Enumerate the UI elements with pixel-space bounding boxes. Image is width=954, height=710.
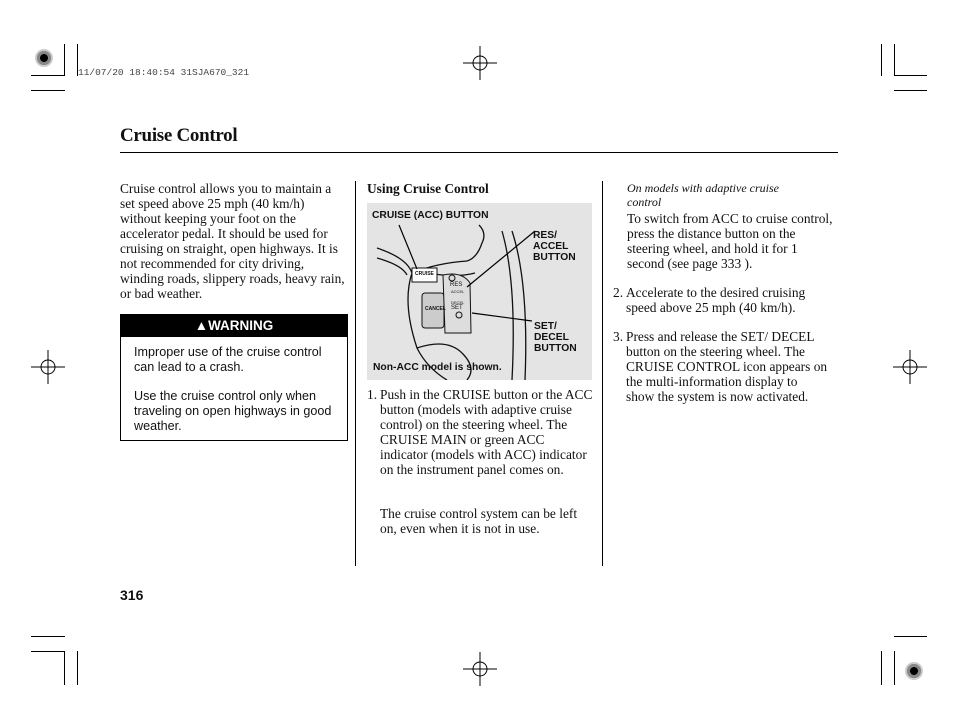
accel-label: ACCEL (451, 289, 465, 294)
step-2: 2. Accelerate to the desired cruising speed above 25 mph (40 km/h). (613, 285, 806, 315)
label-res-accel-button: RES/ ACCEL BUTTON (533, 230, 576, 263)
column-divider (355, 181, 356, 566)
print-stamp: 11/07/20 18:40:54 31SJA670_321 (78, 67, 250, 78)
label-cruise-button: CRUISE (ACC) BUTTON (372, 210, 489, 221)
acc-switch-text: To switch from ACC to cruise control, press the distance button on the steering wheel, and hold it for 1 second (see page 333 ). (627, 211, 833, 271)
page-number: 316 (120, 587, 144, 603)
crosshair-mark-icon (463, 46, 497, 80)
label-set-decel-button: SET/ DECEL BUTTON (534, 321, 577, 354)
intro-paragraph: Cruise control allows you to maintain a set speed above 25 mph (40 km/h) without keeping your foot on the accelerator pedal. It should be used for cruising on straight, open highways. It is not recommended for city driving, winding roads, slippery roads, heavy rain, or bad weather. (120, 181, 345, 301)
figure-caption: Non-ACC model is shown. (373, 362, 502, 373)
cruise-button: CRUISE (415, 271, 434, 277)
cancel-button: CANCEL (425, 306, 446, 312)
crosshair-mark-icon (893, 350, 927, 384)
warning-box (120, 314, 348, 441)
warning-text-1: Improper use of the cruise control can lead to a crash. (134, 345, 322, 374)
acc-model-note: On models with adaptive cruise control (627, 181, 779, 209)
column-divider (602, 181, 603, 566)
step-1: 1. Push in the CRUISE button or the ACC button (models with adaptive cruise control) on the steering wheel. The CRUISE MAIN or green ACC indicator (models with ACC) indicator on the instrument panel comes on. (367, 387, 593, 477)
res-label: RES (450, 282, 463, 288)
crosshair-mark-icon (463, 652, 497, 686)
step-3: 3. Press and release the SET/ DECEL button on the steering wheel. The CRUISE CONTROL icon appears on the multi-information display to show the system is now activated. (613, 329, 828, 404)
title-rule (120, 152, 838, 153)
page-title: Cruise Control (120, 125, 238, 146)
warning-header: ▲WARNING (121, 315, 347, 337)
step-1-note: The cruise control system can be left on, even when it is not in use. (380, 506, 578, 536)
registration-mark-icon (35, 49, 53, 67)
steering-wheel-figure (367, 203, 592, 380)
set-label: SET (451, 305, 463, 311)
warning-triangle-icon: ▲ (194, 318, 209, 333)
crosshair-mark-icon (31, 350, 65, 384)
decel-label: DECEL (451, 300, 465, 305)
warning-text-2: Use the cruise control only when traveling on open highways in good weather. (134, 389, 332, 433)
section-heading: Using Cruise Control (367, 181, 489, 196)
registration-mark-icon (905, 662, 923, 680)
